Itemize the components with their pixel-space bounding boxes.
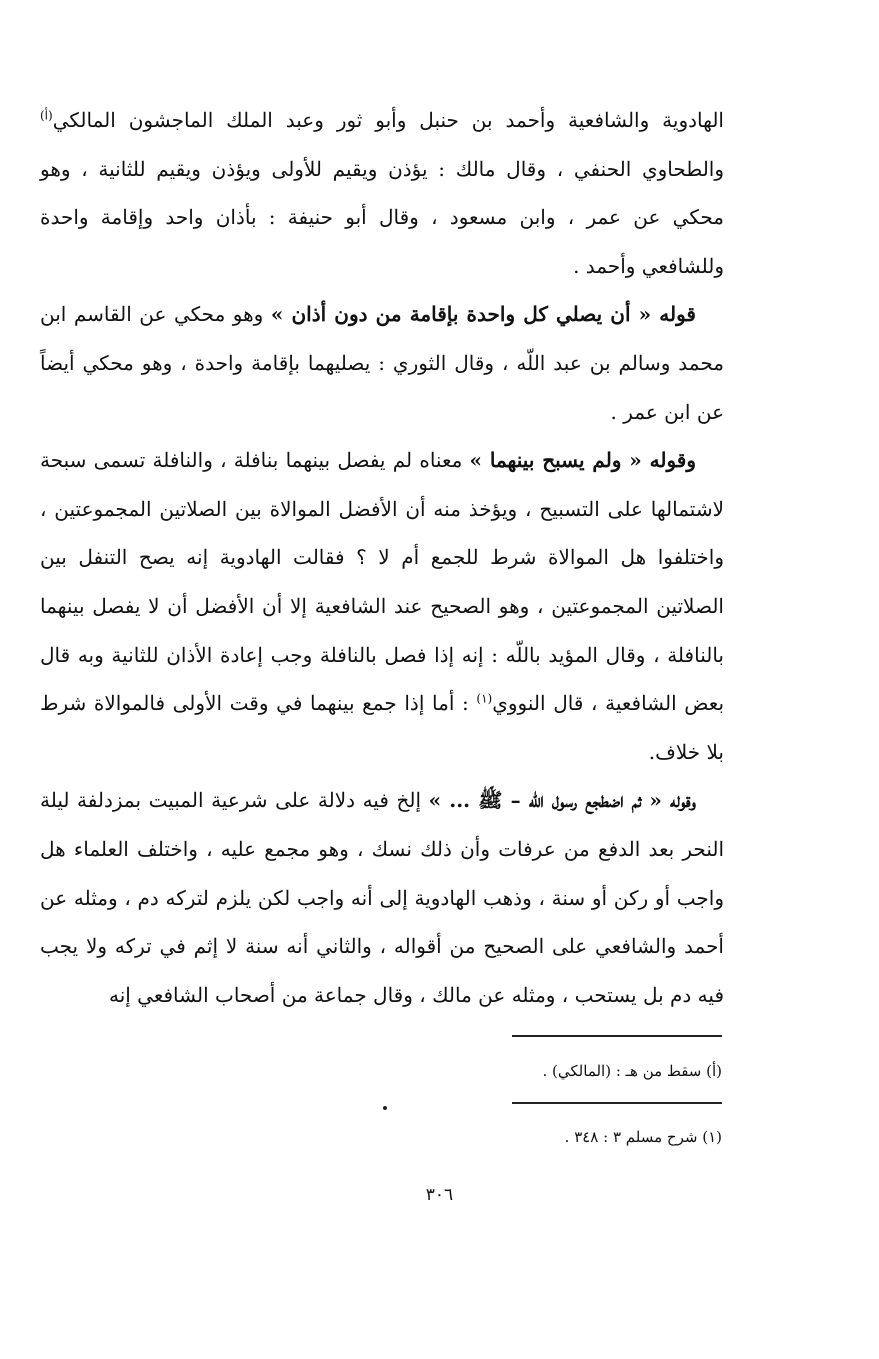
- paragraph-2-quote: قوله « أن يصلي كل واحدة بإقامة من دون أذان »: [270, 302, 696, 327]
- paragraph-1-part-1: الهادوية والشافعية وأحمد بن حنبل وأبو ثور وعبد الملك الماجشون المالكي: [52, 108, 724, 132]
- footnote-marker-1: (١): [476, 691, 493, 706]
- paragraph-3-quote: وقوله « ولم يسبح بينهما »: [469, 448, 696, 473]
- footnote-variant: (أ) سقط من هـ : (المالكي) .: [542, 1062, 722, 1080]
- paragraph-2-body: وهو محكي عن القاسم ابن محمد وسالم بن عبد اللّه ، وقال الثوري : يصليهما بإقامة واحدة ، وهو محكي أيضاً عن ابن عمر .: [40, 302, 724, 424]
- page-number: ٣٠٦: [425, 1185, 454, 1205]
- paragraph-3-tail: : أما إذا جمع بينهما في وقت الأولى فالموالاة شرط بلا خلاف.: [40, 691, 724, 764]
- footnote-marker-alef: (أ): [40, 108, 53, 123]
- footnote-source: (١) شرح مسلم ٣ : ٣٤٨ .: [564, 1128, 722, 1146]
- footnote-separator-top: [512, 1035, 722, 1037]
- footnote-separator-bottom: [512, 1102, 722, 1104]
- paragraph-4-body: إلخ فيه دلالة على شرعية المبيت بمزدلفة ليلة النحر بعد الدفع من عرفات وأن ذلك نسك ، وهو مجمع عليه ، واختلف العلماء هل واجب أو ركن أو سنة ، وذهب الهادوية إلى أنه واجب لكن يلزم لتركه دم ، ومثله عن أحمد والشافعي على الصحيح من أقواله ، والثاني أنه سنة لا إثم في تركه ولا يجب فيه دم بل يستحب ، ومثله عن مالك ، وقال جماعة من أصحاب الشافعي إنه: [40, 788, 724, 1007]
- paragraph-4-quote: وقوله « ثم اضطجع رسول اللّه – ﷺ ... »: [428, 788, 696, 813]
- main-text: [40, 96, 724, 1019]
- paragraph-1: [40, 96, 724, 290]
- paragraph-3: [40, 436, 724, 776]
- ink-dot: [383, 1106, 387, 1110]
- paragraph-1-part-2: والطحاوي الحنفي ، وقال مالك : يؤذن ويقيم للأولى ويؤذن ويقيم للثانية ، وهو محكي عن عمر ، وابن مسعود ، وقال أبو حنيفة : بأذان واحد وإقامة واحدة وللشافعي وأحمد .: [40, 156, 724, 278]
- paragraph-4: [40, 776, 724, 1019]
- paragraph-3-body: معناه لم يفصل بينهما بنافلة ، والنافلة تسمى سبحة لاشتمالها على التسبيح ، ويؤخذ منه أن الأفضل الموالاة بين الصلاتين المجموعتين ، واختلفوا هل الموالاة شرط للجمع أم لا ؟ فقالت الهادوية إنه يصح التنفل بين الصلاتين المجموعتين ، وهو الصحيح عند الشافعية إلا أن الأفضل أن لا يفصل بينهما بالنافلة ، وقال المؤيد باللّه : إنه إذا فصل بالنافلة وجب إعادة الأذان للثانية وبه قال بعض الشافعية ، قال النووي: [40, 448, 725, 716]
- paragraph-2: [40, 290, 724, 436]
